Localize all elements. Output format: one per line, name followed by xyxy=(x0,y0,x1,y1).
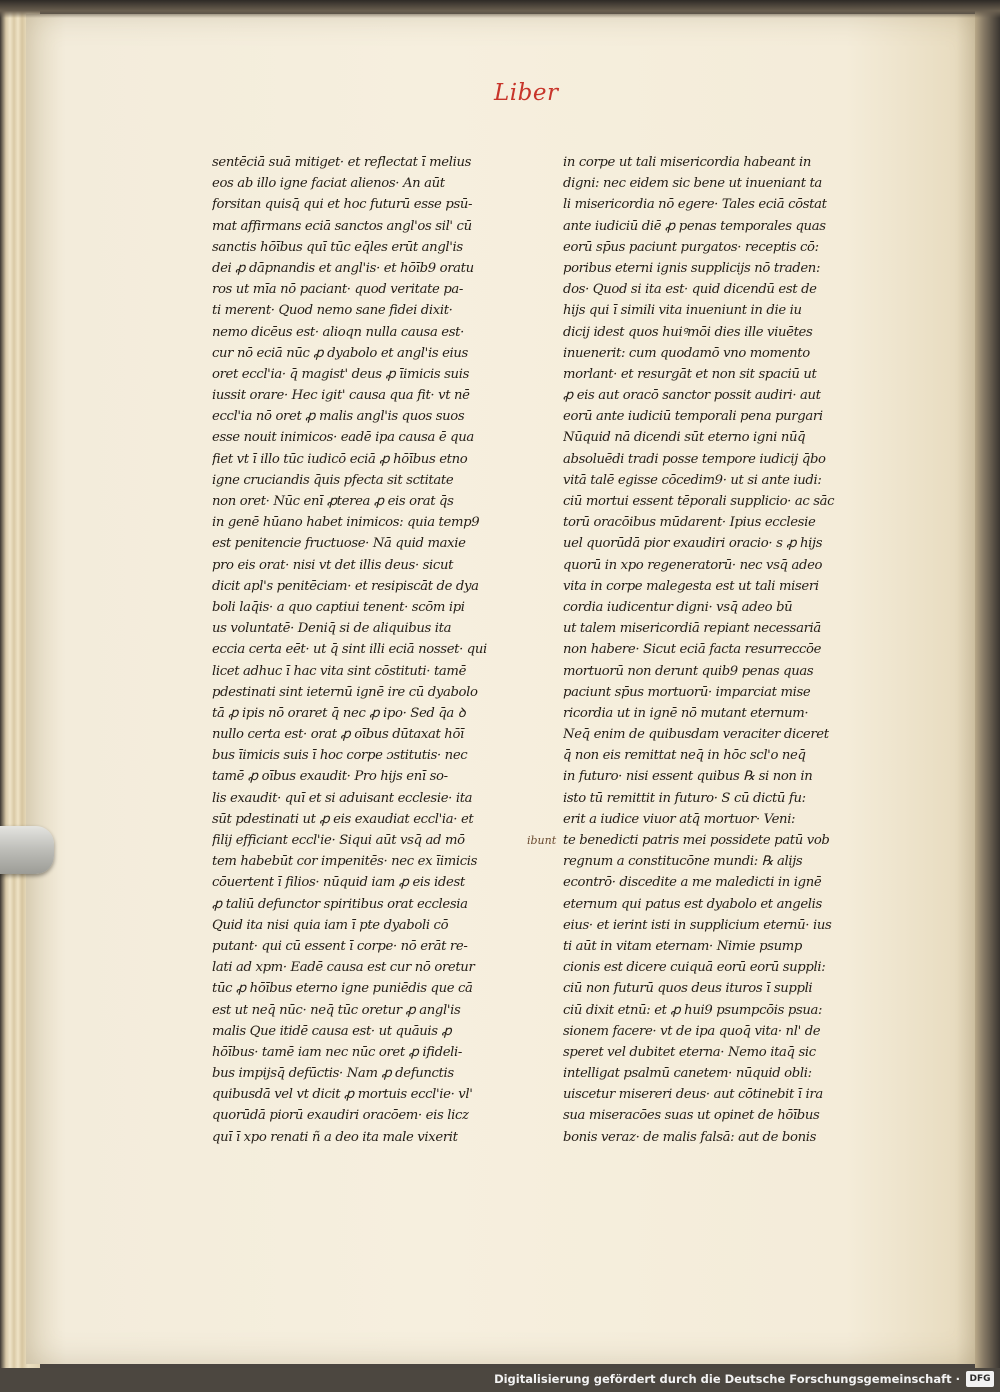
text-line: non oret· Nūc enī ꝓterea ꝓ eis orat q̄s xyxy=(212,494,454,509)
text-line: eternum qui patus est dyabolo et angelis xyxy=(563,896,822,912)
text-line: ciū non futurū quos deus ituros ī suppli xyxy=(563,981,813,997)
text-line: Nūquid nā dicendi sūt eterno igni nūq̄ xyxy=(563,430,806,446)
text-line: oret eccl'ia· q̄ magist' deus ꝓ īimicis suis xyxy=(212,366,469,382)
text-line: cionis est dicere cuiquā eorū eorū suppli: xyxy=(563,960,826,976)
text-line: lati ad xpm· Eadē causa est cur nō oretur xyxy=(212,960,475,976)
dfg-logo-icon: DFG xyxy=(966,1371,994,1387)
text-line: Quid ita nisi quia iam ī pte dyaboli cō xyxy=(212,917,449,933)
text-line: sua miseracōes suas ut opinet de hōībus xyxy=(563,1108,820,1124)
text-line: ante iudiciū diē ꝓ penas temporales quas xyxy=(563,218,826,234)
text-line: te benedicti patris mei possidete patū vob xyxy=(563,833,830,848)
text-line: q̄ non eis remittat neq̄ in hōc scl'o neq̄ xyxy=(563,748,806,764)
text-line: eos ab illo igne faciat alienos· An aūt xyxy=(212,176,445,192)
text-line: pdestinati sint ieternū ignē ire cū dyabolo xyxy=(212,684,478,700)
text-line: fiet vt ī illo tūc iudicō eciā ꝓ hōībus etno xyxy=(212,451,468,467)
text-line: hijs qui ī simili vita inueniunt in die iu xyxy=(563,303,802,319)
text-line: in futuro· nisi essent quibus ℞ si non in xyxy=(563,769,813,785)
text-line: forsitan quisq̄ qui et hoc futurū esse psū- xyxy=(212,197,473,213)
text-line: bus īimicis suis ī hoc corpe ɔstitutis· nec xyxy=(212,748,468,764)
text-line: ꝓ eis aut oracō sanctor possit audiri· aut xyxy=(563,388,821,404)
text-line: paciunt sp̄us mortuorū· imparciat mise xyxy=(563,684,811,700)
text-line: nemo dicēus est· alioqn nulla causa est· xyxy=(212,324,464,340)
footer-credit: Digitalisierung gefördert durch die Deutsche Forschungsgemeinschaft · xyxy=(494,1372,960,1386)
text-line: quī ī xpo renati ñ a deo ita male vixerit xyxy=(212,1129,458,1145)
text-line: tem habebūt cor impenitēs· nec ex īimicis xyxy=(212,854,478,870)
text-line: sanctis hōībus quī tūc eq̄les erūt angl'is xyxy=(212,239,463,255)
text-line: eccia certa eēt· ut q̄ sint illi eciā nosset· qui xyxy=(212,642,487,658)
text-line: iussit orare· Hec igit' causa qua fit· vt nē xyxy=(212,388,470,404)
right-text-column xyxy=(563,152,863,1148)
text-line: sionem facere· vt de ipa quoq̄ vita· nl' de xyxy=(563,1023,821,1039)
text-line: in genē hūano habet inimicos: quia temp9 xyxy=(212,515,480,531)
text-line: erit a iudice viuor atq̄ mortuor· Veni: xyxy=(563,811,796,827)
text-line: est penitencie fructuose· Nā quid maxie xyxy=(212,536,466,552)
text-line: bonis veraz· de malis falsā: aut de bonis xyxy=(563,1129,817,1145)
text-line: eorū ante iudiciū temporali pena purgari xyxy=(563,409,823,425)
text-line: eius· et ierint isti in supplicium eternū· ius xyxy=(563,917,832,933)
text-line: mortuorū non derunt quib9 penas quas xyxy=(563,663,814,679)
text-line: pro eis orat· nisi vt det illis deus· sicut xyxy=(212,557,454,573)
text-line: non habere· Sicut eciā facta resurreccōe xyxy=(563,642,822,658)
text-line: filij efficiant eccl'ie· Siqui aūt vsq̄ ad mō xyxy=(212,833,465,848)
text-line: dos· Quod si ita est· quid dicendū est de xyxy=(563,282,817,298)
text-line: eorū sp̄us paciunt purgatos· receptis cō: xyxy=(563,239,819,255)
text-line: speret vel dubitet eterna· Nemo itaq̄ sic xyxy=(563,1044,816,1060)
left-text-column xyxy=(212,152,512,1148)
text-line: cordia iudicentur digni· vsq̄ adeo bū xyxy=(563,599,793,615)
text-line: lis exaudit· quī et si aduisant ecclesie· ita xyxy=(212,790,473,806)
text-line: quorū in xpo regeneratorū· nec vsq̄ adeo xyxy=(563,557,823,573)
text-line: ciū mortui essent tēporali supplicio· ac sāc xyxy=(563,494,835,509)
text-line: ti merent· Quod nemo sane fidei dixit· xyxy=(212,303,453,319)
text-line: Neq̄ enim de quibusdam veraciter diceret xyxy=(563,727,829,743)
text-line: igne cruciandis q̄uis pfecta sit sctitate xyxy=(212,472,454,488)
text-line: regnum a constitucōne mundi: ℞ alijs xyxy=(563,854,803,870)
text-line: cur nō eciā nūc ꝓ dyabolo et angl'is eius xyxy=(212,345,468,361)
text-line: dei ꝓ dāpnandis et angl'is· et hōīb9 oratu xyxy=(212,260,474,276)
text-line: intelligat psalmū canetem· nūquid obli: xyxy=(563,1066,812,1082)
text-line: boli laq̄is· a quo captiui tenent· scōm ipi xyxy=(212,599,465,615)
text-line: morlant· et resurgāt et non sit spaciū ut xyxy=(563,366,817,382)
text-line: tamē ꝓ oībus exaudit· Pro hijs enī so- xyxy=(212,769,448,785)
text-line: hōībus· tamē iam nec nūc oret ꝓ ifideli- xyxy=(212,1044,463,1060)
text-line: tūc ꝓ hōībus eterno igne puniēdis que cā xyxy=(212,981,473,997)
text-line: digni: nec eidem sic bene ut inueniant ta xyxy=(563,176,822,192)
text-line: cōuertent ī filios· nūquid iam ꝓ eis idest xyxy=(212,875,465,891)
text-line: torū oracōibus mūdarent· Ipius ecclesie xyxy=(563,515,816,531)
text-line: dicij idest quos huiꝰmōi dies ille viuētes xyxy=(563,324,813,340)
text-line: malis Que itidē causa est· ut quāuis ꝓ xyxy=(212,1023,452,1039)
text-line: licet adhuc ī hac vita sint cōstituti· tamē xyxy=(212,663,467,679)
text-line: ros ut mīa nō paciant· quod veritate pa- xyxy=(212,282,464,298)
text-line: dicit apl's penitēciam· et resipiscāt de dya xyxy=(212,578,479,594)
text-line: bus impijsq̄ defūctis· Nam ꝓ defunctis xyxy=(212,1066,454,1082)
margin-annotation: ibunt xyxy=(527,834,557,847)
text-line: inuenerit: cum quodamō vno momento xyxy=(563,345,810,361)
text-line: vitā talē egisse cōcedim9· ut si ante iudi: xyxy=(563,472,822,488)
text-line: isto tū remittit in futuro· S cū dictū fu: xyxy=(563,790,806,806)
book-gutter-shadow xyxy=(975,0,1000,1392)
text-line: us voluntatē· Deniq̄ si de aliquibus ita xyxy=(212,621,452,637)
text-line: mat affirmans eciā sanctos angl'os sil' cū xyxy=(212,218,472,234)
text-line: ꝓ taliū defunctor spiritibus orat ecclesia xyxy=(212,896,468,912)
text-line: econtrō· discedite a me maledicti in ignē xyxy=(563,875,822,891)
text-line: poribus eterni ignis supplicijs nō traden: xyxy=(563,260,821,276)
page-clip-holder xyxy=(0,826,54,874)
text-line: esse nouit inimicos· eadē ipa causa ē qua xyxy=(212,430,474,446)
text-line: ut talem misericordiā repiant necessariā xyxy=(563,621,821,637)
text-line: ciū dixit etnū: et ꝓ hui9 psumpcōis psua: xyxy=(563,1002,823,1018)
text-line: uiscetur misereri deus· aut cōtinebit ī ira xyxy=(563,1087,823,1103)
running-head: Liber xyxy=(494,80,559,106)
text-line: ti aūt in vitam eternam· Nimie psump xyxy=(563,938,802,954)
text-line: tā ꝓ ipis nō oraret q̄ nec ꝓ ipo· Sed q̄a ꝺ xyxy=(212,705,466,721)
text-line: quorūdā piorū exaudiri oracōem· eis licz xyxy=(212,1108,469,1124)
text-line: vita in corpe malegesta est ut tali miseri xyxy=(563,578,819,594)
text-line: li misericordia nō egere· Tales eciā cōstat xyxy=(563,197,827,213)
text-line: quibusdā vel vt dicit ꝓ mortuis eccl'ie· vl' xyxy=(212,1087,473,1103)
text-line: absoluēdi tradi posse tempore iudicij q̄bo xyxy=(563,451,826,467)
text-line: in corpe ut tali misericordia habeant in xyxy=(563,155,812,170)
text-line: eccl'ia nō oret ꝓ malis angl'is quos suos xyxy=(212,409,465,425)
text-line: nullo certa est· orat ꝓ oībus dūtaxat hōī xyxy=(212,727,464,743)
text-line: est ut neq̄ nūc· neq̄ tūc oretur ꝓ angl'is xyxy=(212,1002,461,1018)
text-line: ricordia ut in ignē nō mutant eternum· xyxy=(563,705,809,721)
text-line: sūt pdestinati ut ꝓ eis exaudiat eccl'ia· et xyxy=(212,811,474,827)
text-line: sentēciā suā mitiget· et reflectat ī melius xyxy=(212,155,472,170)
top-shadow xyxy=(0,0,1000,18)
text-line: uel quorūdā pior exaudiri oracio· s ꝓ hijs xyxy=(563,536,823,552)
text-line: putant· qui cū essent ī corpe· nō erāt re- xyxy=(212,938,468,954)
